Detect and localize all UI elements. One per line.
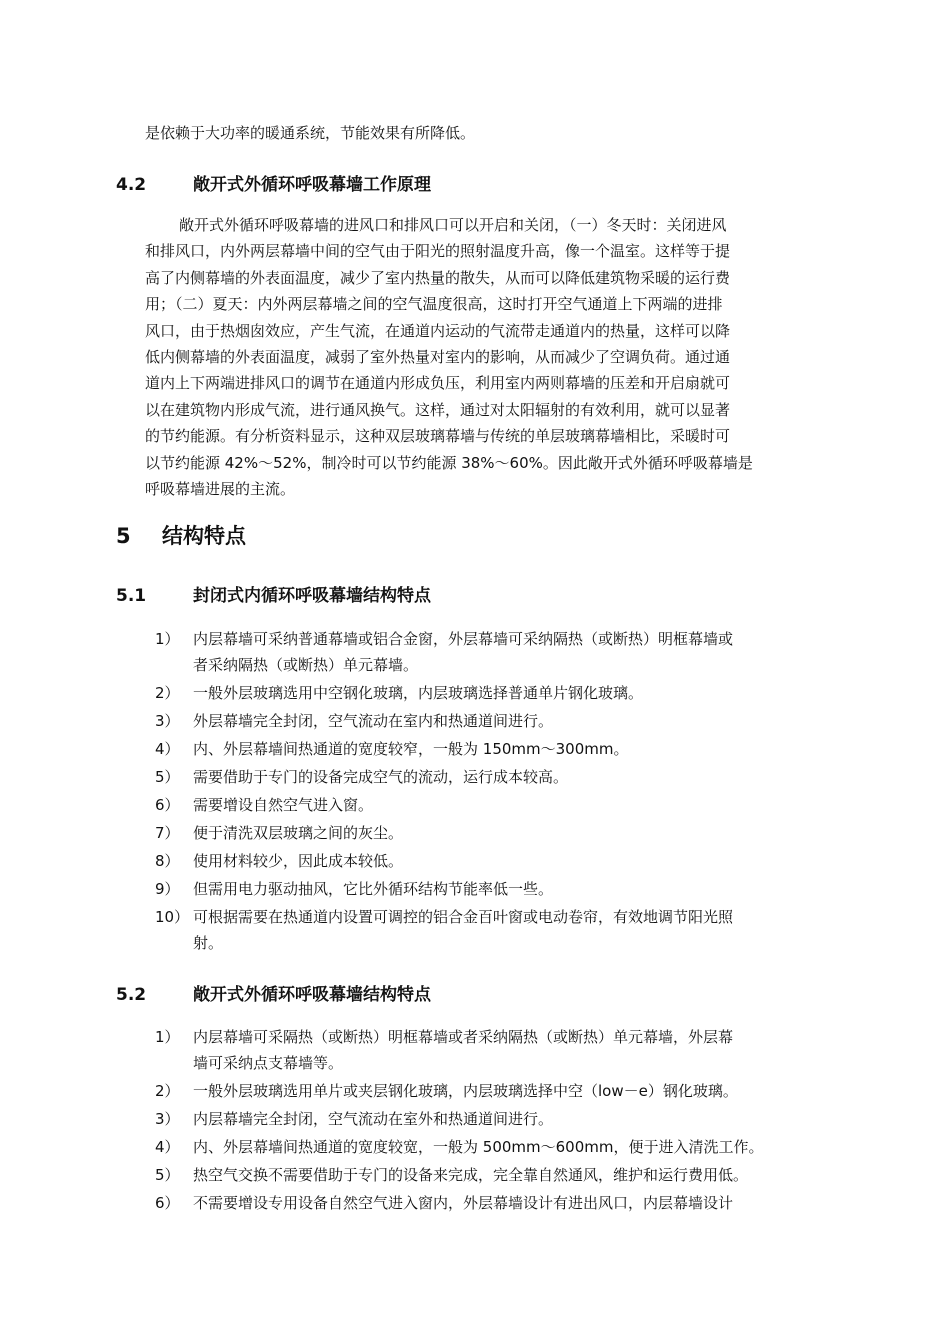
chapter-heading-5 <box>116 521 246 551</box>
list-item-number: 1） <box>155 630 180 648</box>
chapter-number: 5 <box>116 524 131 548</box>
section-title: 封闭式内循环呼吸幕墙结构特点 <box>193 586 431 606</box>
list-item-text: 一般外层玻璃选用中空钢化玻璃，内层玻璃选择普通单片钢化玻璃。 <box>193 684 644 702</box>
list-item <box>155 1162 815 1188</box>
paragraph-line: 用；（二）夏天：内外两层幕墙之间的空气温度很高，这时打开空气通道上下两端的进排 <box>145 295 723 314</box>
paragraph-line: 和排风口，内外两层幕墙中间的空气由于阳光的照射温度升高，像一个温室。这样等于提 <box>145 242 731 261</box>
list-item-text: 热空气交换不需要借助于专门的设备来完成，完全靠自然通风，维护和运行费用低。 <box>193 1166 749 1184</box>
list-item <box>155 792 815 818</box>
list-item <box>155 764 815 790</box>
list-item-number: 3） <box>155 712 180 730</box>
list-item-number: 1） <box>155 1028 180 1046</box>
list-item-number: 5） <box>155 768 180 786</box>
list-item-number: 7） <box>155 824 180 842</box>
paragraph-line: 道内上下两端进排风口的调节在通道内形成负压，利用室内两则幕墙的压差和开启扇就可 <box>145 374 731 393</box>
list-item-text: 内、外层幕墙间热通道的宽度较窄，一般为 150mm～300mm。 <box>193 740 629 758</box>
list-item-text: 内层幕墙可采隔热（或断热）明框幕墙或者采纳隔热（或断热）单元幕墙，外层幕 <box>193 1028 734 1046</box>
section-4-2-paragraph <box>145 212 810 502</box>
list-item-number: 5） <box>155 1166 180 1184</box>
list-item <box>155 626 815 678</box>
list-item <box>155 1190 815 1216</box>
list-item-text: 外层幕墙完全封闭，空气流动在室内和热通道间进行。 <box>193 712 554 730</box>
list-item-number: 9） <box>155 880 180 898</box>
list-item <box>155 1106 815 1132</box>
list-item-number: 4） <box>155 1138 180 1156</box>
list-item <box>155 1078 815 1104</box>
paragraph-line: 敞开式外循环呼吸幕墙的进风口和排风口可以开启和关闭，（一）冬天时：关闭进风 <box>179 216 727 234</box>
paragraph-line: 以在建筑物内形成气流，进行通风换气。这样，通过对太阳辐射的有效利用，就可以显著 <box>145 400 731 419</box>
continuation-text: 是依赖于大功率的暖通系统，节能效果有所降低。 <box>145 124 476 142</box>
list-item-text: 墙可采纳点支幕墙等。 <box>193 1054 344 1072</box>
list-item-number: 6） <box>155 796 180 814</box>
list-item <box>155 904 815 956</box>
list-item-number: 8） <box>155 852 180 870</box>
list-item <box>155 708 815 734</box>
list-item-text: 需要增设自然空气进入窗。 <box>193 796 374 814</box>
list-item-text: 内层幕墙完全封闭，空气流动在室外和热通道间进行。 <box>193 1110 554 1128</box>
list-item-text: 不需要增设专用设备自然空气进入窗内，外层幕墙设计有进出风口，内层幕墙设计 <box>193 1194 734 1212</box>
section-5-1-list <box>155 626 815 956</box>
section-title: 敞开式外循环呼吸幕墙结构特点 <box>193 985 431 1005</box>
list-item-number: 6） <box>155 1194 180 1212</box>
list-item <box>155 680 815 706</box>
list-item-text: 使用材料较少，因此成本较低。 <box>193 852 404 870</box>
paragraph-line: 以节约能源 42%～52%，制冷时可以节约能源 38%～60%。因此敞开式外循环呼吸幕墙是 <box>145 453 753 472</box>
chapter-title: 结构特点 <box>162 524 246 548</box>
paragraph-line: 风口，由于热烟囱效应，产生气流，在通道内运动的气流带走通道内的热量，这样可以降 <box>145 321 731 340</box>
list-item-number: 2） <box>155 1082 180 1100</box>
list-item-text: 射。 <box>193 934 224 952</box>
paragraph-line: 的节约能源。有分析资料显示，这种双层玻璃幕墙与传统的单层玻璃幕墙相比，采暖时可 <box>145 427 731 446</box>
list-item-text: 者采纳隔热（或断热）单元幕墙。 <box>193 656 419 674</box>
list-item-text: 内层幕墙可采纳普通幕墙或铝合金窗，外层幕墙可采纳隔热（或断热）明框幕墙或 <box>193 630 734 648</box>
section-heading-5-1 <box>116 583 431 609</box>
list-item-text: 需要借助于专门的设备完成空气的流动，运行成本较高。 <box>193 768 569 786</box>
section-number: 5.2 <box>116 985 147 1005</box>
paragraph-line: 呼吸幕墙进展的主流。 <box>145 479 296 498</box>
section-heading-4-2 <box>116 172 431 198</box>
list-item-text: 一般外层玻璃选用单片或夹层钢化玻璃，内层玻璃选择中空（low－e）钢化玻璃。 <box>193 1082 738 1100</box>
list-item <box>155 1134 815 1160</box>
paragraph-line: 低内侧幕墙的外表面温度，减弱了室外热量对室内的影响，从而减少了空调负荷。通过通 <box>145 347 731 366</box>
list-item-number: 3） <box>155 1110 180 1128</box>
list-item-number: 4） <box>155 740 180 758</box>
list-item-number: 2） <box>155 684 180 702</box>
list-item-text: 内、外层幕墙间热通道的宽度较宽，一般为 500mm～600mm，便于进入清洗工作。 <box>193 1138 764 1156</box>
section-number: 5.1 <box>116 586 147 606</box>
list-item <box>155 848 815 874</box>
list-item-number: 10） <box>155 908 190 926</box>
section-number: 4.2 <box>116 175 147 195</box>
list-item <box>155 1024 815 1076</box>
list-item <box>155 876 815 902</box>
list-item-text: 但需用电力驱动抽风，它比外循环结构节能率低一些。 <box>193 880 554 898</box>
list-item <box>155 820 815 846</box>
list-item <box>155 736 815 762</box>
list-item-text: 便于清洗双层玻璃之间的灰尘。 <box>193 824 404 842</box>
section-5-2-list <box>155 1024 815 1216</box>
list-item-text: 可根据需要在热通道内设置可调控的铝合金百叶窗或电动卷帘，有效地调节阳光照 <box>193 908 734 926</box>
section-title: 敞开式外循环呼吸幕墙工作原理 <box>193 175 431 195</box>
paragraph-line: 高了内侧幕墙的外表面温度，减少了室内热量的散失，从而可以降低建筑物采暖的运行费 <box>145 268 731 287</box>
section-heading-5-2 <box>116 982 431 1008</box>
